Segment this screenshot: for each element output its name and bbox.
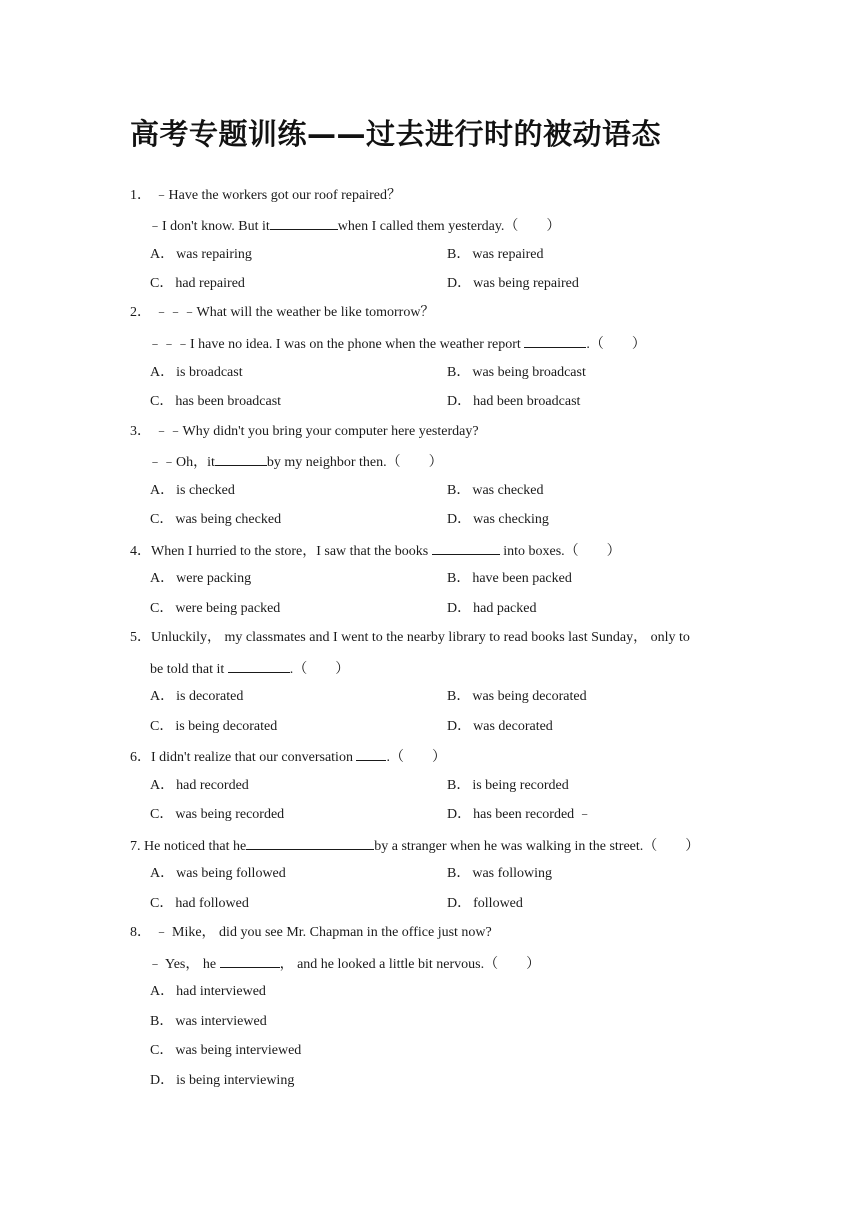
option-text: is being recorded bbox=[472, 778, 569, 793]
option-text: was following bbox=[472, 866, 553, 881]
question-6-stem bbox=[130, 747, 446, 767]
question-3-response bbox=[148, 452, 443, 472]
question-8-option-c[interactable]: C． was being interviewed bbox=[150, 1043, 302, 1058]
option-text: was being decorated bbox=[472, 689, 587, 704]
question-8-option-b[interactable]: B． was interviewed bbox=[150, 1014, 267, 1029]
question-number: 7. bbox=[130, 839, 141, 854]
question-text-after: into boxes.（ ） bbox=[503, 544, 621, 559]
response-text-before: ﹣ Yes， he bbox=[148, 957, 217, 972]
question-5-stem bbox=[130, 629, 690, 647]
answer-blank bbox=[270, 216, 338, 230]
answer-blank bbox=[215, 452, 267, 466]
question-text-before: be told that it bbox=[150, 662, 225, 677]
question-number: 6． bbox=[130, 750, 151, 765]
question-number: 3． bbox=[130, 424, 151, 439]
question-3-option-d[interactable]: D． was checking bbox=[447, 512, 549, 527]
question-1-option-b[interactable]: B． was repaired bbox=[447, 247, 544, 262]
question-8-response bbox=[148, 954, 540, 974]
question-4-option-a[interactable]: A． were packing bbox=[150, 571, 252, 586]
question-text-after: .（ ） bbox=[289, 662, 350, 677]
question-8-option-d[interactable]: D． is being interviewing bbox=[150, 1073, 295, 1088]
question-number: 4． bbox=[130, 544, 151, 559]
question-6-option-b[interactable]: B． is being recorded bbox=[447, 778, 569, 793]
option-text: is broadcast bbox=[176, 365, 243, 380]
question-text: ﹣﹣﹣What will the weather be like tomorrow？ bbox=[154, 305, 435, 320]
option-text: was being recorded bbox=[175, 807, 285, 822]
answer-blank bbox=[228, 659, 290, 673]
question-text: ﹣ Mike， did you see Mr. Chapman in the office just now? bbox=[154, 925, 492, 940]
question-7-option-d[interactable]: D． followed bbox=[447, 896, 523, 911]
question-6-option-c[interactable]: C． was being recorded bbox=[150, 807, 285, 822]
option-text: is decorated bbox=[176, 689, 244, 704]
question-5-option-a[interactable]: A． is decorated bbox=[150, 689, 244, 704]
answer-blank bbox=[246, 836, 374, 850]
question-5-continuation bbox=[150, 659, 349, 679]
question-2-option-a[interactable]: A． is broadcast bbox=[150, 365, 243, 380]
answer-blank bbox=[220, 954, 280, 968]
question-text-before: I didn't realize that our conversation bbox=[151, 750, 353, 765]
response-text-before: ﹣﹣﹣I have no idea. I was on the phone when the weather report bbox=[148, 337, 521, 352]
option-text: was being checked bbox=[175, 512, 282, 527]
option-text: were packing bbox=[176, 571, 252, 586]
question-1-option-c[interactable]: C． had repaired bbox=[150, 276, 245, 291]
question-7-option-c[interactable]: C． had followed bbox=[150, 896, 249, 911]
answer-blank bbox=[356, 747, 386, 761]
question-number: 5． bbox=[130, 630, 151, 645]
option-text: is checked bbox=[176, 483, 235, 498]
question-6-option-a[interactable]: A． had recorded bbox=[150, 778, 249, 793]
option-text: was being repaired bbox=[473, 276, 579, 291]
option-text: had recorded bbox=[176, 778, 249, 793]
question-4-option-d[interactable]: D． had packed bbox=[447, 601, 537, 616]
question-2-option-b[interactable]: B． was being broadcast bbox=[447, 365, 586, 380]
question-2-response bbox=[148, 334, 646, 354]
question-3-option-c[interactable]: C． was being checked bbox=[150, 512, 282, 527]
option-text: was repairing bbox=[176, 247, 252, 262]
option-text: is being decorated bbox=[175, 719, 278, 734]
option-text: had followed bbox=[175, 896, 249, 911]
response-text-after: .（ ） bbox=[586, 337, 646, 352]
option-text: followed bbox=[473, 896, 523, 911]
question-text-after: by a stranger when he was walking in the street.（ ） bbox=[374, 839, 700, 854]
option-text: was decorated bbox=[473, 719, 553, 734]
option-text: were being packed bbox=[175, 601, 281, 616]
answer-blank bbox=[524, 334, 586, 348]
question-1-stem bbox=[130, 187, 401, 205]
question-2-option-d[interactable]: D． had been broadcast bbox=[447, 394, 581, 409]
response-text-after: by my neighbor then.（ ） bbox=[266, 455, 443, 470]
question-4-stem bbox=[130, 541, 621, 561]
option-text: have been packed bbox=[472, 571, 572, 586]
question-3-stem bbox=[130, 423, 479, 441]
question-text: ﹣Have the workers got our roof repaired？ bbox=[154, 188, 401, 203]
option-text: is being interviewing bbox=[176, 1073, 295, 1088]
question-3-option-a[interactable]: A． is checked bbox=[150, 483, 235, 498]
option-text: was repaired bbox=[472, 247, 544, 262]
option-text: was interviewed bbox=[175, 1014, 267, 1029]
option-text: had interviewed bbox=[176, 984, 266, 999]
question-number: 2． bbox=[130, 305, 151, 320]
question-number: 8． bbox=[130, 925, 151, 940]
option-text: was checked bbox=[472, 483, 544, 498]
question-4-option-b[interactable]: B． have been packed bbox=[447, 571, 572, 586]
option-text: was being broadcast bbox=[472, 365, 586, 380]
option-text: was being followed bbox=[176, 866, 286, 881]
question-1-option-d[interactable]: D． was being repaired bbox=[447, 276, 579, 291]
question-text-before: When I hurried to the store，I saw that the books bbox=[151, 544, 429, 559]
question-6-option-d[interactable]: D． has been recorded ﹣ bbox=[447, 807, 592, 822]
response-text-after: when I called them yesterday.（ ） bbox=[337, 219, 561, 234]
question-text-after: .（ ） bbox=[386, 750, 446, 765]
question-5-option-b[interactable]: B． was being decorated bbox=[447, 689, 587, 704]
question-number: 1． bbox=[130, 188, 151, 203]
question-8-stem bbox=[130, 924, 492, 942]
option-text: was checking bbox=[473, 512, 549, 527]
answer-blank bbox=[432, 541, 500, 555]
question-1-response bbox=[148, 216, 560, 236]
option-text: had packed bbox=[473, 601, 537, 616]
question-text: Unluckily， my classmates and I went to the nearby library to read books last Sunday， only to bbox=[151, 630, 690, 645]
response-text-after: ， and he looked a little bit nervous.（ ） bbox=[279, 957, 541, 972]
question-1-option-a[interactable]: A． was repairing bbox=[150, 247, 252, 262]
question-5-option-d[interactable]: D． was decorated bbox=[447, 719, 553, 734]
question-3-option-b[interactable]: B． was checked bbox=[447, 483, 544, 498]
page-title: 高考专题训练——过去进行时的被动语态 bbox=[130, 117, 662, 151]
question-7-option-b[interactable]: B． was following bbox=[447, 866, 553, 881]
question-5-option-c[interactable]: C． is being decorated bbox=[150, 719, 278, 734]
question-7-stem bbox=[130, 836, 699, 856]
question-2-option-c[interactable]: C． has been broadcast bbox=[150, 394, 282, 409]
response-text-before: ﹣I don't know. But it bbox=[148, 219, 270, 234]
option-text: was being interviewed bbox=[175, 1043, 302, 1058]
response-text-before: ﹣﹣Oh，it bbox=[148, 455, 215, 470]
option-text: had repaired bbox=[175, 276, 245, 291]
option-text: has been broadcast bbox=[175, 394, 282, 409]
option-text: has been recorded ﹣ bbox=[473, 807, 592, 822]
question-4-option-c[interactable]: C． were being packed bbox=[150, 601, 281, 616]
question-text-before: He noticed that he bbox=[144, 839, 247, 854]
question-text: ﹣﹣Why didn't you bring your computer here yesterday? bbox=[154, 424, 479, 439]
question-7-option-a[interactable]: A． was being followed bbox=[150, 866, 286, 881]
question-2-stem bbox=[130, 304, 434, 322]
question-8-option-a[interactable]: A． had interviewed bbox=[150, 984, 266, 999]
option-text: had been broadcast bbox=[473, 394, 581, 409]
